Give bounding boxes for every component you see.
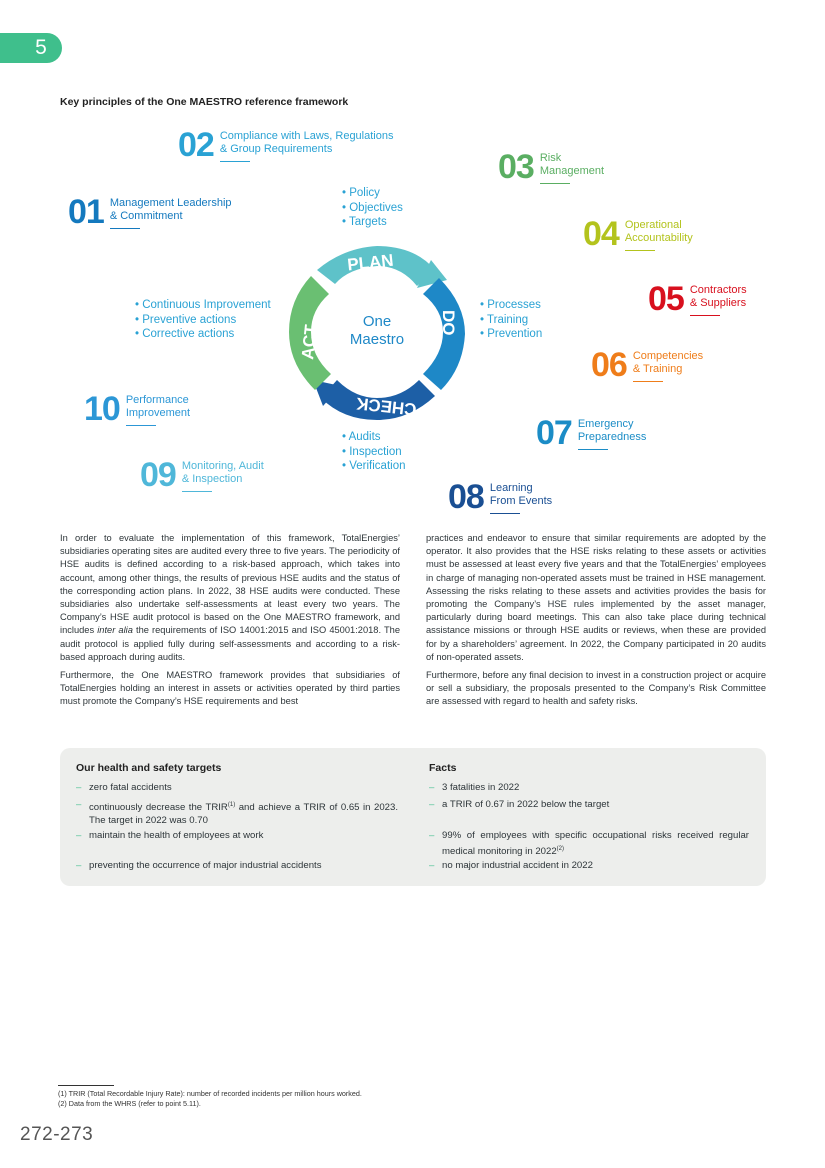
body-paragraph: In order to evaluate the implementation of this framework, TotalEnergies’ subsidiaries operating sites are audited every three to five years. The periodicity of HSE audits is defined according to a risk-based approach, which takes into account, among other things, the results of previous HSE audits and the status of the corresponding action plans. In 2022, 38 HSE audits were conducted. These subsidiaries also undertake self-assessments at least every two years. The Company’s HSE audit protocol is based on the One MAESTRO framework, and includes inter alia the requirements of ISO 14001:2015 and ISO 45001:2018. The audit protocol is applied fully during self-assessments and according to a risk-based approach during audits. — [60, 533, 400, 662]
principle-01 — [68, 195, 232, 229]
act-bullets — [135, 298, 271, 342]
bullet-item: • Training — [480, 313, 542, 328]
body-right-column — [426, 532, 766, 714]
principle-07 — [536, 416, 646, 450]
fact-item: – 3 fatalities in 2022 — [429, 782, 520, 793]
principle-03 — [498, 150, 604, 184]
section-heading: Key principles of the One MAESTRO reference framework — [60, 96, 349, 108]
body-left-column — [60, 532, 400, 714]
principle-09 — [140, 458, 264, 492]
targets-title: Our health and safety targets — [76, 762, 222, 774]
pdca-cycle — [283, 240, 471, 424]
principle-number: 03 — [498, 148, 534, 186]
bullet-item: • Continuous Improvement — [135, 298, 271, 313]
principle-number: 02 — [178, 126, 214, 164]
principle-06 — [591, 348, 703, 382]
center-label-line1: One — [362, 313, 392, 330]
principle-label: Performance Improvement — [125, 394, 191, 419]
page-number: 272-273 — [20, 1124, 94, 1145]
bullet-item: • Audits — [342, 430, 406, 445]
principle-number: 01 — [68, 193, 104, 231]
body-paragraph: practices and endeavor to ensure that similar requirements are adopted by the operator. It also provides that the HSE risks relating to these assets or activities must be assessed at least every five years and that the TotalEnergies’ employees in charge of managing non-operated assets must be trained in HSE management. Assessing the risks relating to these assets and activities provides the basis for promoting the Company’s HSE rules implemented by the asset manager, particularly during board meetings. This can also take place during technical assistance missions or through HSE audits or reviews, when these are provided for by a shareholders’ agreement. In 2022, the Company participated in 20 audits of non-operated assets. — [426, 533, 766, 662]
bullet-item: • Verification — [342, 459, 406, 474]
bullet-item: • Inspection — [342, 445, 406, 460]
fact-item: – no major industrial accident in 2022 — [429, 860, 593, 871]
target-item: – zero fatal accidents — [76, 782, 172, 793]
chapter-number: 5 — [35, 36, 47, 59]
principle-label: Compliance with Laws, Regulations & Group Requirements — [219, 130, 394, 155]
principle-number: 08 — [448, 478, 484, 516]
targets-facts-box — [60, 748, 766, 886]
fact-item: – 99% of employees with specific occupational risks received regular medical monitoring in 2022$^{(2)}$ — [429, 830, 749, 857]
principle-label: Management Leadership & Commitment — [109, 197, 232, 222]
principle-04 — [583, 217, 693, 251]
fact-item: – a TRIR of 0.67 in 2022 below the target — [429, 799, 610, 810]
principle-02 — [178, 128, 393, 162]
principle-number: 07 — [536, 414, 572, 452]
target-item: – preventing the occurrence of major industrial accidents — [76, 860, 322, 871]
principle-number: 06 — [591, 346, 627, 384]
principle-label: Competencies & Training — [632, 350, 704, 375]
principle-label: Learning From Events — [489, 482, 553, 507]
bullet-item: • Objectives — [342, 201, 403, 216]
target-item: – maintain the health of employees at work — [76, 830, 264, 841]
bullet-item: • Corrective actions — [135, 327, 271, 342]
principle-number: 04 — [583, 215, 619, 253]
principle-08 — [448, 480, 552, 514]
bullet-item: • Preventive actions — [135, 313, 271, 328]
principle-label: Monitoring, Audit & Inspection — [181, 460, 264, 485]
principle-number: 09 — [140, 456, 176, 494]
body-paragraph: Furthermore, before any final decision to invest in a construction project or acquire or sell a subsidiary, the proposals presented to the Company’s Risk Committee are assessed with regard to health and safety risks. — [426, 670, 766, 707]
principle-number: 10 — [84, 390, 120, 428]
principle-10 — [84, 392, 190, 426]
principle-05 — [648, 282, 747, 316]
footnote-rule — [58, 1085, 114, 1086]
target-item: – continuously decrease the TRIR$^{(1)}$ and achieve a TRIR of 0.65 in 2023. The target in 2022 was 0.70 — [76, 799, 398, 826]
center-label-line2: Maestro — [349, 331, 405, 348]
footnote-2: (2) Data from the WHRS (refer to point 5.11). — [58, 1099, 201, 1108]
do-bullets — [480, 298, 542, 342]
bullet-item: • Policy — [342, 186, 403, 201]
principle-number: 05 — [648, 280, 684, 318]
chapter-tab — [0, 33, 62, 63]
bullet-item: • Processes — [480, 298, 542, 313]
principle-label: Risk Management — [539, 152, 605, 177]
bullet-item: • Prevention — [480, 327, 542, 342]
check-label: CHECK — [355, 393, 418, 419]
check-bullets — [342, 430, 406, 474]
act-label: ACT — [298, 323, 321, 361]
principle-label: Operational Accountability — [624, 219, 693, 244]
plan-label: PLAN — [346, 250, 395, 275]
principle-label: Contractors & Suppliers — [689, 284, 747, 309]
bullet-item: • Targets — [342, 215, 403, 230]
do-label: DO — [439, 310, 458, 336]
plan-bullets — [342, 186, 403, 230]
principle-label: Emergency Preparedness — [577, 418, 647, 443]
facts-title: Facts — [429, 762, 457, 774]
footnote-1: (1) TRIR (Total Recordable Injury Rate): number of recorded incidents per million hours worked. — [58, 1089, 362, 1098]
body-paragraph: Furthermore, the One MAESTRO framework provides that subsidiaries of TotalEnergies holding an interest in assets or activities operated by third parties must promote the Company’s HSE requirements and best — [60, 670, 400, 707]
